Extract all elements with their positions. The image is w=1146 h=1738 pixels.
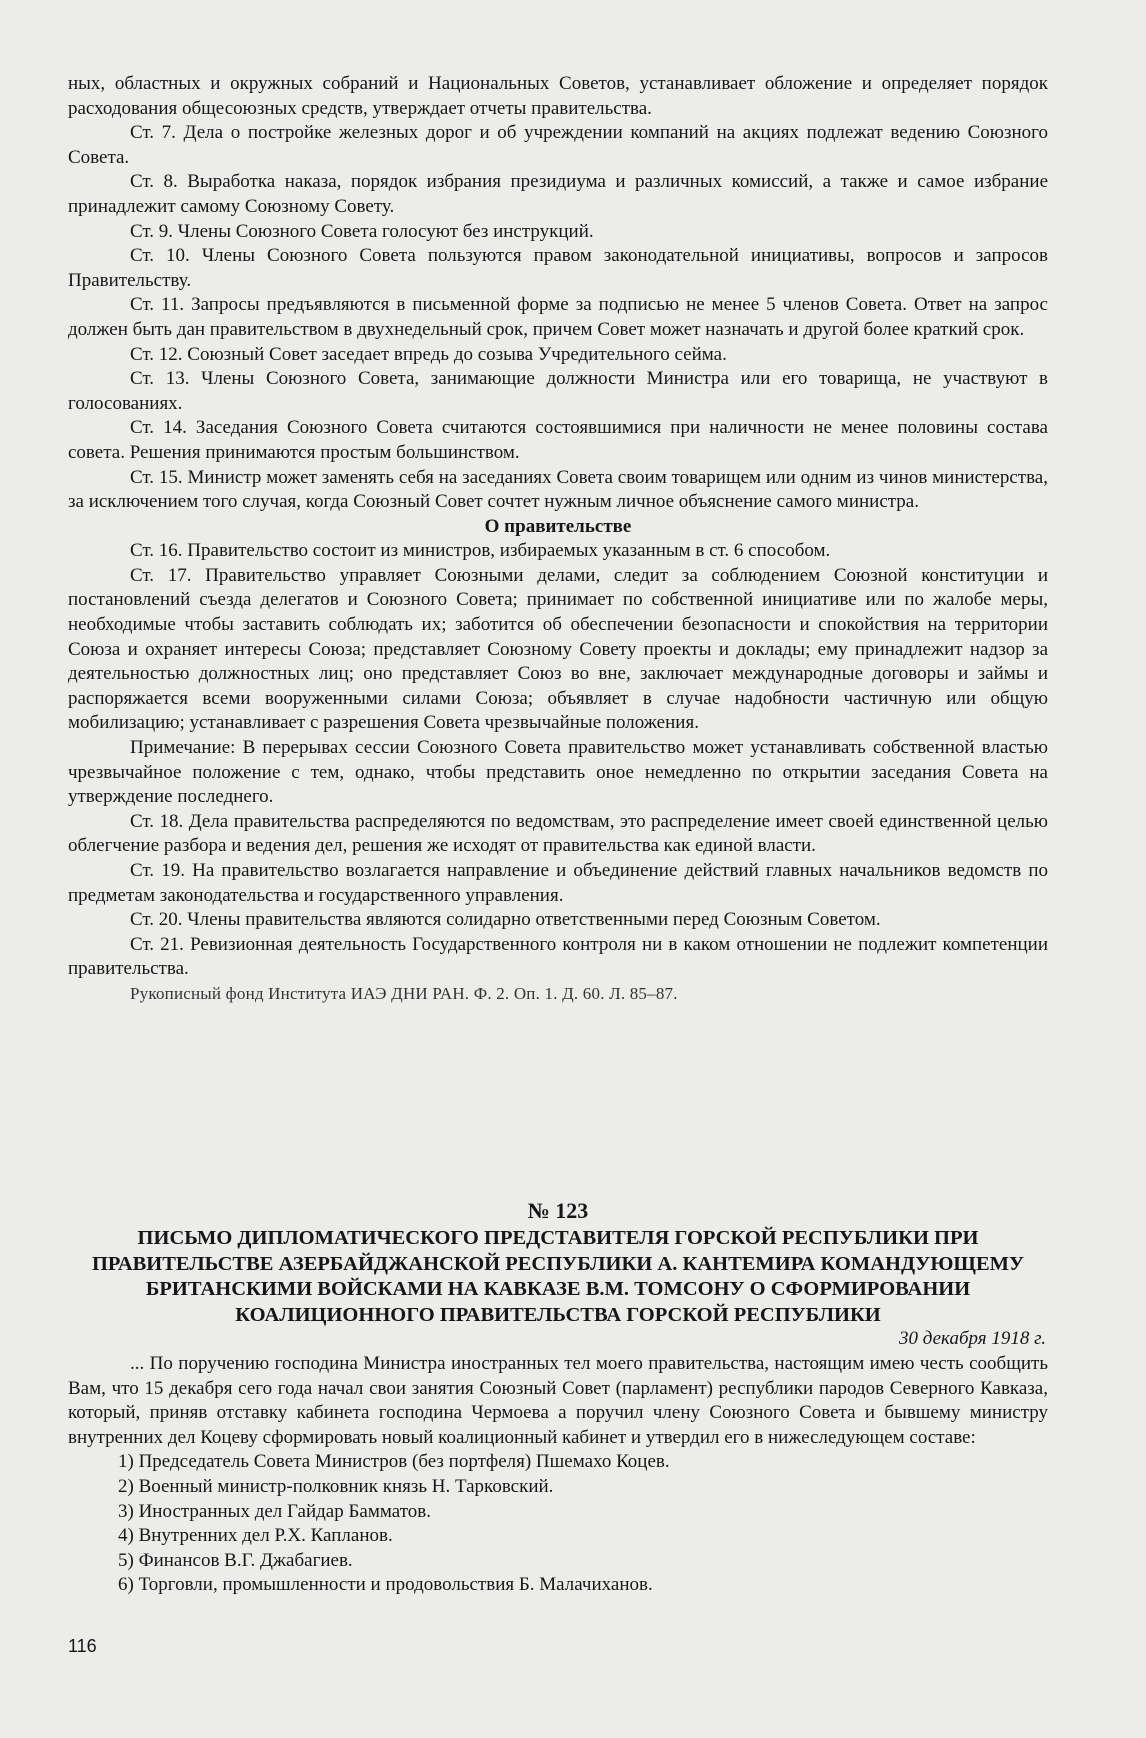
- document-date: 30 декабря 1918 г.: [899, 1328, 1046, 1349]
- note-paragraph: Примечание: В перерывах сессии Союзного Совета правительство может устанавливать собственной властью чрезвычайное положение с тем, однако, чтобы представить оное немедленно по открытии заседания Совета на утверждение последнего.: [68, 737, 1048, 808]
- paragraph: ных, областных и окружных собраний и Национальных Советов, устанавливает обложение и определяет порядок расходования общесоюзных средств, утверждает отчеты правительства.: [68, 73, 1048, 119]
- letter-text: [68, 1352, 1048, 1598]
- cabinet-list-item: 2) Военный министр-полковник князь Н. Тарковский.: [118, 1475, 554, 1497]
- paragraph: Ст. 12. Союзный Совет заседает впредь до созыва Учредительного сейма.: [130, 343, 727, 365]
- paragraph: Ст. 9. Члены Союзного Совета голосуют без инструкций.: [130, 220, 594, 242]
- letter-intro: ... По поручению господина Министра иностранных тел моего правительства, настоящим имею честь сообщить Вам, что 15 декабря сего года начал свои занятия Союзный Совет (парламент) республики пародов Северного Кавказа, который, приняв отставку кабинета господина Чермоева а поручил члену Союзного Совета и бывшему министру внутренних дел Коцеву сформировать новый коалиционный кабинет и утвердил его в нижеследующем составе:: [68, 1353, 1048, 1448]
- document-number: № 123: [527, 1198, 589, 1223]
- paragraph: Ст. 8. Выработка наказа, порядок избрания президиума и различных комиссий, а также и самое избрание принадлежит самому Союзному Совету.: [68, 171, 1048, 217]
- cabinet-list-item: 5) Финансов В.Г. Джабагиев.: [118, 1549, 353, 1571]
- paragraph: Ст. 21. Ревизионная деятельность Государственного контроля ни в каком отношении не подлежит компетенции правительства.: [68, 933, 1048, 980]
- cabinet-list-item: 6) Торговли, промышленности и продовольствия Б. Малачиханов.: [118, 1574, 653, 1596]
- paragraph: Ст. 10. Члены Союзного Совета пользуются правом законодательной инициативы, вопросов и запросов Правительству.: [68, 245, 1048, 291]
- paragraph: Ст. 20. Члены правительства являются солидарно ответственными перед Союзным Советом.: [130, 909, 881, 931]
- paragraph: Ст. 13. Члены Союзного Совета, занимающие должности Министра или его товарища, не участвуют в голосованиях.: [68, 368, 1048, 414]
- paragraph: Ст. 16. Правительство состоит из министров, избираемых указанным в ст. 6 способом.: [130, 540, 831, 562]
- cabinet-list-item: 3) Иностранных дел Гайдар Бамматов.: [118, 1500, 431, 1522]
- page-number: 116: [68, 1636, 97, 1656]
- section-heading: О правительстве: [484, 515, 632, 537]
- paragraph: Ст. 18. Дела правительства распределяются по ведомствам, это распределение имеет своей единственной целью облегчение разбора и ведения дел, решения же исходят от правительства как единой власти.: [68, 810, 1048, 857]
- document-title: ПИСЬМО ДИПЛОМАТИЧЕСКОГО ПРЕДСТАВИТЕЛЯ ГОРСКОЙ РЕСПУБЛИКИ ПРИ ПРАВИТЕЛЬСТВЕ АЗЕРБАЙДЖАНСКОЙ РЕСПУБЛИКИ А. КАНТЕМИРА КОМАНДУЮЩЕМУ БРИТАНСКИМИ ВОЙСКАМИ НА КАВКАЗЕ В.М. ТОМСОНУ О СФОРМИРОВАНИИ КОАЛИЦИОННОГО ПРАВИТЕЛЬСТВА ГОРСКОЙ РЕСПУБЛИКИ: [91, 1227, 1025, 1326]
- paragraph: Ст. 17. Правительство управляет Союзными делами, следит за соблюдением Союзной конституции и постановлений съезда делегатов и Союзного Совета; принимает по собственной инициативе или по жалобе меры, необходимые чтобы заставить соблюдать их; заботится об обеспечении безопасности и спокойствия на территории Союза и охраняет интересы Союза; представляет Союзному Совету проекты и доклады; ему принадлежит надзор за деятельностью должностных лиц; оно представляет Союз во вне, заключает международные договоры и займы и распоряжается всеми вооруженными силами Союза; объявляет в случае надобности частичную или общую мобилизацию; устанавливает с разрешения Совета чрезвычайные положения.: [68, 564, 1048, 734]
- source-reference: Рукописный фонд Института ИАЭ ДНИ РАН. Ф. 2. Оп. 1. Д. 60. Л. 85–87.: [130, 983, 678, 1003]
- cabinet-list-item: 1) Председатель Совета Министров (без портфеля) Пшемахо Коцев.: [118, 1451, 670, 1473]
- paragraph: Ст. 11. Запросы предъявляются в письменной форме за подписью не менее 5 членов Совета. Ответ на запрос должен быть дан правительством в двухнедельный срок, причем Совет может назначать и другой более краткий срок.: [68, 294, 1048, 340]
- charter-text: [68, 72, 1048, 1007]
- paragraph: Ст. 14. Заседания Союзного Совета считаются состоявшимися при наличности не менее половины состава совета. Решения принимаются простым большинством.: [68, 417, 1048, 463]
- paragraph: Ст. 15. Министр может заменять себя на заседаниях Совета своим товарищем или одним из чинов министерства, за исключением того случая, когда Союзный Совет сочтет нужным личное объяснение самого министра.: [68, 466, 1048, 513]
- paragraph: Ст. 19. На правительство возлагается направление и объединение действий главных начальников ведомств по предметам законодательства и государственного управления.: [68, 860, 1048, 906]
- paragraph: Ст. 7. Дела о постройке железных дорог и об учреждении компаний на акциях подлежат ведению Союзного Совета.: [68, 122, 1048, 168]
- cabinet-list-item: 4) Внутренних дел Р.Х. Капланов.: [118, 1525, 393, 1547]
